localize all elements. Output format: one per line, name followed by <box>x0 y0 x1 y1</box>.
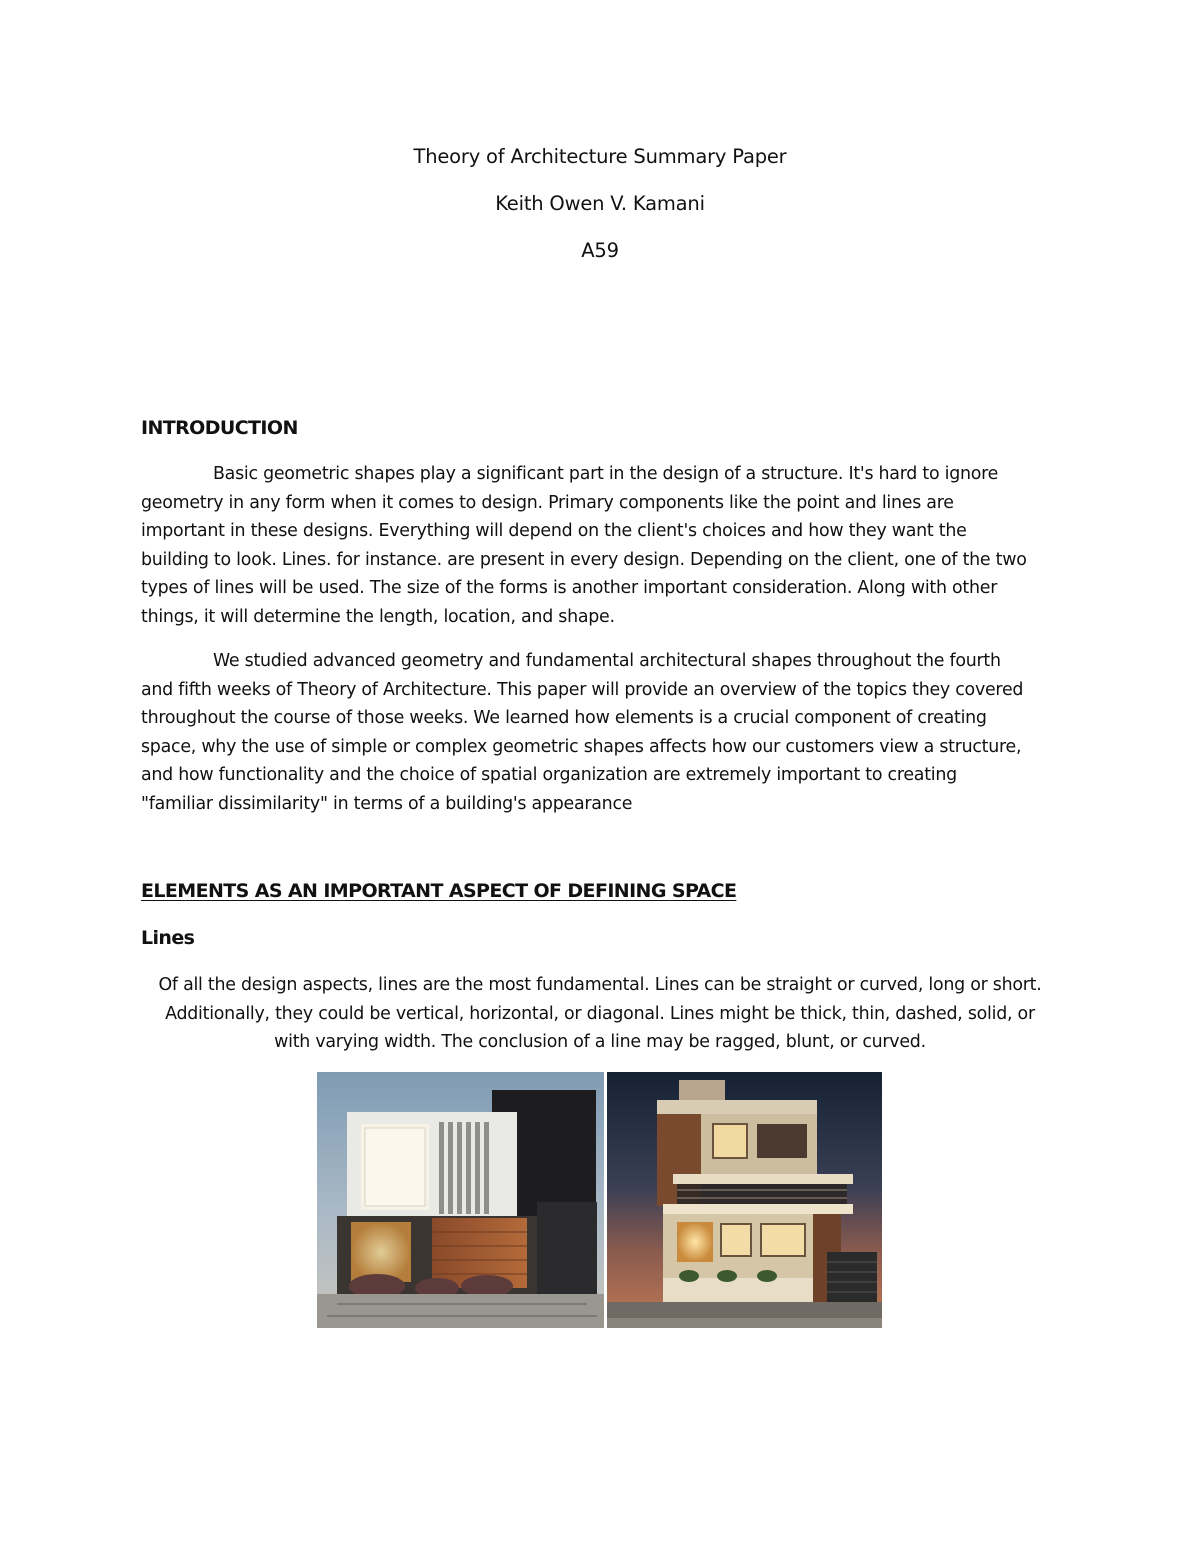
text-line: things, it will determine the length, location, and shape. <box>141 606 615 627</box>
introduction-paragraph-1 <box>141 460 1071 632</box>
text-line: We studied advanced geometry and fundamental architectural shapes throughout the fourth <box>213 651 1001 671</box>
modern-house-photo <box>317 1072 604 1328</box>
text-line: Of all the design aspects, lines are the most fundamental. Lines can be straight or curved, long or short. <box>158 975 1042 995</box>
house-photos-figure <box>317 1072 882 1328</box>
text-line: Additionally, they could be vertical, horizontal, or diagonal. Lines might be thick, thin, dashed, solid, or <box>165 1003 1035 1024</box>
text-line: geometry in any form when it comes to design. Primary components like the point and lines are <box>141 492 954 513</box>
text-line: space, why the use of simple or complex geometric shapes affects how our customers view a structure, <box>141 736 1022 757</box>
text-line: building to look. Lines. for instance. are present in every design. Depending on the client, one of the two <box>141 549 1027 570</box>
text-line: with varying width. The conclusion of a line may be ragged, blunt, or curved. <box>274 1032 926 1053</box>
text-line: "familiar dissimilarity" in terms of a building's appearance <box>141 793 633 814</box>
text-line: important in these designs. Everything will depend on the client's choices and how they want the <box>141 521 967 542</box>
author-name: Keith Owen V. Kamani <box>495 192 705 215</box>
lines-paragraph <box>120 971 1080 1057</box>
elements-section-heading: ELEMENTS AS AN IMPORTANT ASPECT OF DEFINING SPACE <box>141 880 737 902</box>
introduction-paragraph-2 <box>141 647 1071 819</box>
introduction-heading: INTRODUCTION <box>141 417 298 439</box>
house-photos-svg <box>317 1072 882 1328</box>
text-line: types of lines will be used. The size of the forms is another important consideration. Along with other <box>141 578 998 599</box>
paper-title: Theory of Architecture Summary Paper <box>413 145 787 168</box>
text-line: Basic geometric shapes play a significant part in the design of a structure. It's hard to ignore <box>213 464 999 484</box>
text-line: throughout the course of those weeks. We learned how elements is a crucial component of creating <box>141 708 987 729</box>
two-storey-house-photo <box>607 1072 882 1328</box>
section-code: A59 <box>581 239 619 262</box>
text-line: and fifth weeks of Theory of Architecture. This paper will provide an overview of the topics they covered <box>141 679 1024 700</box>
text-line: and how functionality and the choice of spatial organization are extremely important to creating <box>141 765 957 786</box>
lines-subheading: Lines <box>141 927 195 949</box>
